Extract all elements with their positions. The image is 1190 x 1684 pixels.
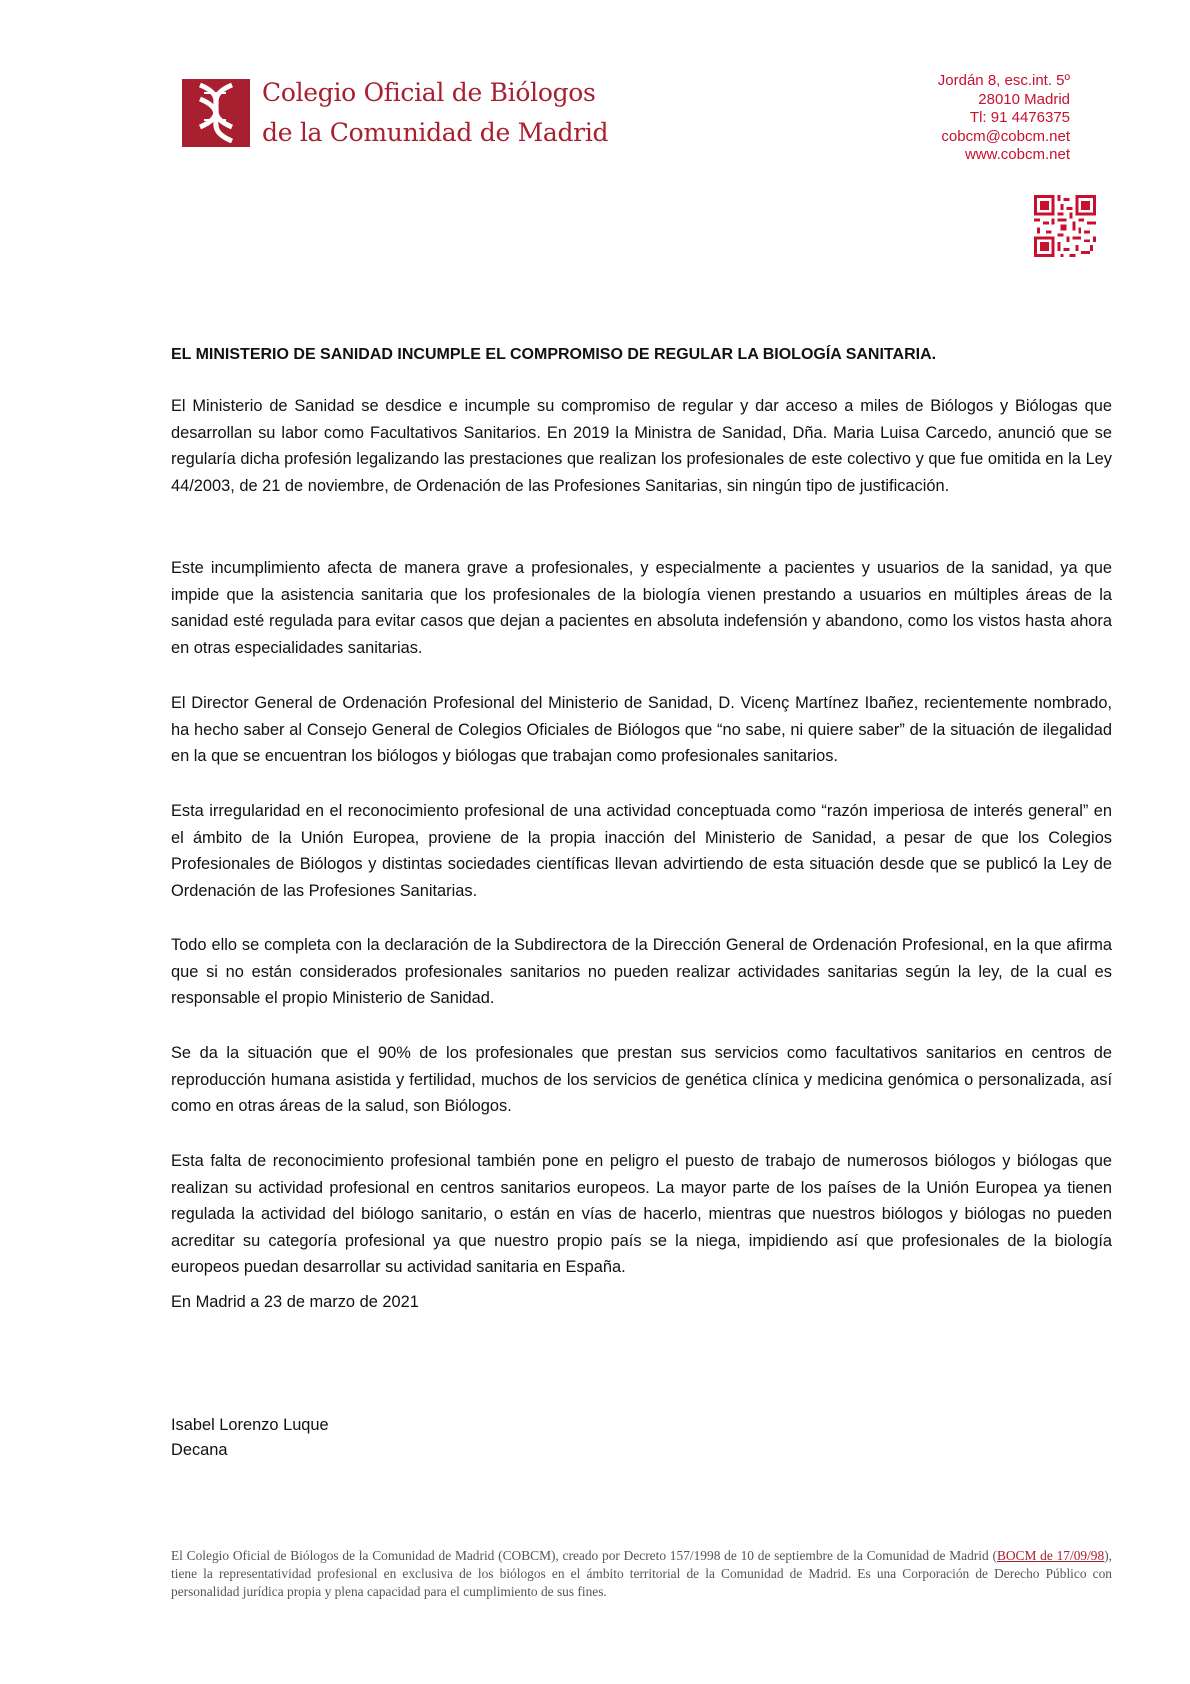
paragraph-text: Esta falta de reconocimiento profesional también pone en peligro el puesto de trabajo de numerosos biólogos y biólogas que realizan su actividad profesional en centros sanitarios europeos. La mayor parte de los países de la Unión Europea ya tienen regulada la actividad del biólogo sanitario, o están en vías de hacerlo, mientras que nuestros biólogos y biólogas no pueden acreditar su categoría profesional ya que nuestro propio país se la niega, impidiendo así que profesionales de la biología europeos puedan desarrollar su actividad sanitaria en España. bbox=[171, 1152, 1112, 1276]
paragraph bbox=[171, 798, 1112, 904]
paragraph bbox=[171, 1148, 1112, 1281]
college-name bbox=[262, 73, 608, 153]
contact-block bbox=[938, 72, 1070, 165]
signatory-name: Isabel Lorenzo Luque bbox=[171, 1416, 329, 1434]
footer-text-end: ), tiene la representatividad profesional en exclusiva de los biólogos en el ámbito territorial de la Comunidad de Madrid. Es una Corporación de Derecho Público con personalidad jurídica propia y plena capacidad para el cumplimiento de sus fines. bbox=[171, 1548, 1113, 1599]
paragraph-text: Se da la situación que el 90% de los profesionales que prestan sus servicios como facultativos sanitarios en centros de reproducción humana asistida y fertilidad, muchos de los servicios de genética clínica y medicina genómica o personalizada, así como en otras áreas de la salud, son Biólogos. bbox=[171, 1044, 1112, 1115]
paragraph bbox=[171, 393, 1112, 499]
footer-text-start: El Colegio Oficial de Biólogos de la Comunidad de Madrid (COBCM), creado por Decreto 157/1998 de 10 de septiembre de la Comunidad de Madrid ( bbox=[171, 1548, 997, 1563]
paragraph bbox=[171, 1040, 1112, 1120]
dna-helix-icon bbox=[182, 79, 250, 147]
legal-footer bbox=[171, 1547, 1112, 1601]
contact-web[interactable]: www.cobcm.net bbox=[964, 146, 1070, 163]
contact-address: Jordán 8, esc.int. 5º bbox=[937, 72, 1070, 89]
bocm-link[interactable]: BOCM de 17/09/98 bbox=[996, 1548, 1105, 1563]
paragraph bbox=[171, 555, 1112, 661]
paragraph bbox=[171, 690, 1112, 770]
document-date: En Madrid a 23 de marzo de 2021 bbox=[171, 1293, 419, 1311]
contact-email[interactable]: cobcm@cobcm.net bbox=[941, 127, 1070, 145]
qr-code-icon bbox=[1034, 195, 1096, 257]
paragraph-text: Todo ello se completa con la declaración de la Subdirectora de la Dirección General de Ordenación Profesional, en la que afirma que si no están considerados profesionales sanitarios no pueden realizar actividades sanitarias según la ley, de la cual es responsable el propio Ministerio de Sanidad. bbox=[171, 936, 1112, 1007]
college-name-line1: Colegio Oficial de Biólogos bbox=[262, 78, 596, 107]
signatory-title: Decana bbox=[171, 1441, 228, 1459]
college-logo bbox=[182, 73, 608, 153]
contact-city: 28010 Madrid bbox=[978, 90, 1070, 108]
paragraph-text: El Director General de Ordenación Profesional del Ministerio de Sanidad, D. Vicenç Martínez Ibañez, recientemente nombrado, ha hecho saber al Consejo General de Colegios Oficiales de Biólogos que “no sabe, ni quiere saber” de la situación de ilegalidad en la que se encuentran los biólogos y biólogas que trabajan como profesionales sanitarios. bbox=[171, 694, 1112, 765]
college-name-line2: de la Comunidad de Madrid bbox=[262, 118, 609, 147]
paragraph-text: Esta irregularidad en el reconocimiento profesional de una actividad conceptuada como “razón imperiosa de interés general” en el ámbito de la Unión Europea, proviene de la propia inacción del Ministerio de Sanidad, a pesar de que los Colegios Profesionales de Biólogos y distintas sociedades científicas llevan advirtiendo de esta situación desde que se publicó la Ley de Ordenación de las Profesiones Sanitarias. bbox=[171, 802, 1112, 900]
paragraph bbox=[171, 932, 1112, 1012]
contact-phone: Tl: 91 4476375 bbox=[969, 109, 1070, 126]
document-title: EL MINISTERIO DE SANIDAD INCUMPLE EL COMPROMISO DE REGULAR LA BIOLOGÍA SANITARIA. bbox=[171, 346, 937, 363]
paragraph-text: Este incumplimiento afecta de manera grave a profesionales, y especialmente a pacientes y usuarios de la sanidad, ya que impide que la asistencia sanitaria que los profesionales de la biología vienen prestando a usuarios en múltiples áreas de la sanidad esté regulada para evitar casos que dejan a pacientes en absoluta indefensión y abandono, como los vistos hasta ahora en otras especialidades sanitarias. bbox=[171, 559, 1112, 657]
signature-block bbox=[171, 1413, 329, 1463]
paragraph-text: El Ministerio de Sanidad se desdice e incumple su compromiso de regular y dar acceso a miles de Biólogos y Biólogas que desarrollan su labor como Facultativos Sanitarios. En 2019 la Ministra de Sanidad, Dña. Maria Luisa Carcedo, anunció que se regularía dicha profesión legalizando las prestaciones que realizan los profesionales de este colectivo y que fue omitida en la Ley 44/2003, de 21 de noviembre, de Ordenación de las Profesiones Sanitarias, sin ningún tipo de justificación. bbox=[171, 397, 1112, 495]
